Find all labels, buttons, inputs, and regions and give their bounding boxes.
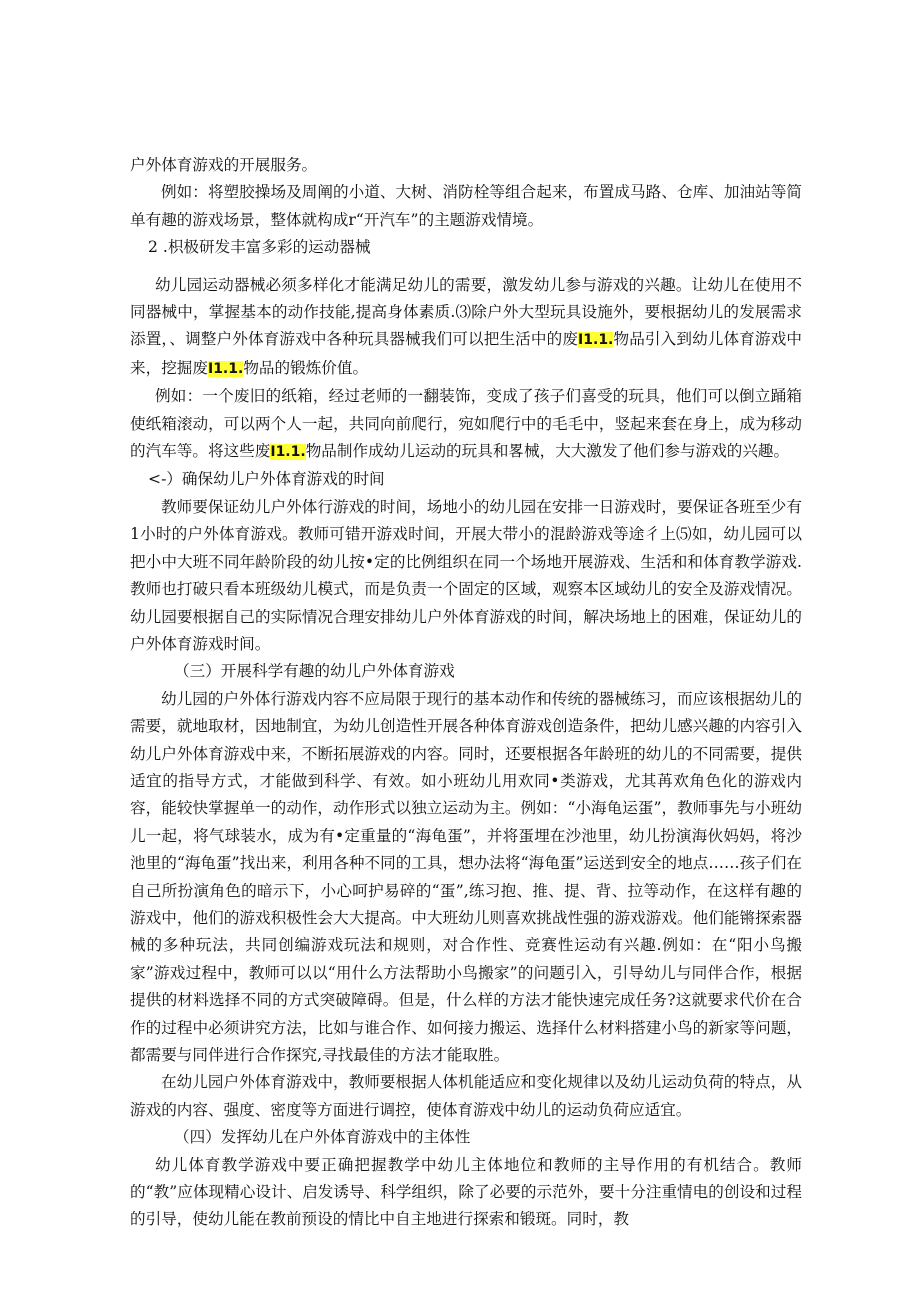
document-body [130,152,802,1234]
section-heading-2: 2 .枳极研发丰富多彩的运动器械 [148,238,371,257]
paragraph-example-text-a: 例如：一个废旧的纸箱，经过老师的一翻装饰，变成了孩子们喜受的玩具，他们可以倒立踊箱使纸箱滚动，可以两个人一起，共同向前爬行，宛如爬行中的毛毛中，竖起来套在身上，成为移动的汽车等。将这些废 [130,387,802,461]
paragraph-2: 例如：将塑胶操场及周阐的小道、大树、消防栓等组合起来，布置成马路、仓库、加油站等简单有趣的游戏场景，整体就构成r“开汽车”的主题游戏情境。 [130,183,802,229]
paragraph-example-box [130,383,802,466]
section-heading-four: （四）发挥幼儿在户外体育游戏中的主体性 [174,1128,471,1147]
paragraph-equipment-text-b: 物品引入到幼儿体育游戏中来，挖掘废 [130,330,802,377]
paragraph-equipment [130,272,802,384]
paragraph-equipment-text-a: 幼儿园运动器械必须多样化才能满足幼儿的需要，激发幼儿参与游戏的兴趣。让幼儿在使用不同器械中，掌握基本的动作技能,提高身体素质.⑶除户外大型玩具设施外，要根据幼儿的发展需求添置，、调整户外体育游戏中各种玩具器械我们可以把生活中的废 [130,275,802,349]
paragraph-load: 在幼儿园户外体育游戏中，教师要根据人体机能适应和变化规律以及幼儿运动负荷的特点，从游戏的内容、强度、密度等方面进行调控，使体育游戏中幼儿的运动负荷应适宜。 [130,1073,802,1119]
section-heading-time: <-）确保幼儿户外体育游戏的时间 [148,470,385,489]
paragraph-equipment-text-c: 物品的锻炼价值。 [243,358,369,377]
highlight-mark: I1.1. [578,332,614,349]
paragraph-time: 教师要保证幼儿户外体行游戏的时间，场地小的幼儿园在安排一日游戏时，要保证各班至少有1小时的户外体育游戏。教师可错开游戏时间，开展大带小的混龄游戏等途彳上⑸如，幼儿园可以把小中大班不同年龄阶段的幼儿按•定的比例组织在同一个场地开展游戏、生活和和体育教学游戏.教师也打破只看本班级幼儿模式，而是负责一个固定的区域，观察本区域幼儿的安全及游戏情况。幼儿园要根据自己的实际情况合理安排幼儿户外体育游戏的时间，解决场地上的困难，保证幼儿的户外体育游戏时间。 [130,497,802,653]
paragraph-1: 户外体育游戏的开展服务。 [130,156,318,174]
section-heading-three: （三）开展科学有趣的幼儿户外体育游戏 [174,662,455,681]
paragraph-subject: 幼儿体育教学游戏中要正确把握教学中幼儿主体地位和教师的主导作用的有机结合。教师的“教”应体现精心设计、启发诱导、科学组织，除了必要的示范外，要十分注重情电的创设和过程的引导，使幼儿能在教前预设的情比中自主地进行探索和锻斑。同时，教 [130,1155,802,1229]
paragraph-content: 幼儿园的户外体行游戏内容不应局限于现行的基本动作和传统的器械练习，而应该根据幼儿的需要，就地取材，因地制宜，为幼儿创造性开展各种体育游戏创造条件，把幼儿感兴趣的内容引入幼儿户外体育游戏中来，不断拓展游戏的内容。同时，还要根据各年龄班的幼儿的不同需要，提供适宜的指导方式，才能做到科学、有效。如小班幼儿用欢同•类游戏，尤其苒欢角色化的游戏内容，能较快掌握单一的动作，动作形式以独立运动为主。例如：“小海龟运蛋”，教师事先与小班幼儿一起，将气球装水，成为有•定重量的“海龟蛋”，并将蛋埋在沙池里，幼儿扮演海伙妈妈，将沙池里的“海龟蛋”找出来，利用各种不同的工具，想办法将“海龟蛋”运送到安全的地点……孩子们在自己所扮演角色的暗示下，小心呵护易碎的“蛋”,练习抱、推、提、背、拉等动作，在这样有趣的游戏中，他们的游戏积极性会大大提高。中大班幼儿则喜欢挑战性强的游戏游戏。他们能锵探索器械的多种玩法，共同创编游戏玩法和规则，对合作性、竞赛性运动有兴趣.例如：在“阳小鸟搬家”游戏过程中，教师可以以“用什么方法帮助小鸟搬家”的问题引入，引导幼儿与同伴合作，根据提供的材料选择不同的方式突破障碍。但是，什么样的方法才能快速完成任务?这就要求代价在合作的过程中必须讲究方法，比如与谁合作、如何接力搬运、选择什么材料搭建小鸟的新家等问题，都需要与同伴进行合作探究,寻找最佳的方法才能取胜。 [130,689,802,1064]
highlight-mark: I1.1. [270,444,306,461]
spacer [130,262,802,272]
paragraph-example-text-b: 物品制作成幼儿运动的玩具和畧械，大大激发了他们参与游戏的兴趣。 [305,442,790,461]
highlight-mark: I1.1. [207,360,244,377]
